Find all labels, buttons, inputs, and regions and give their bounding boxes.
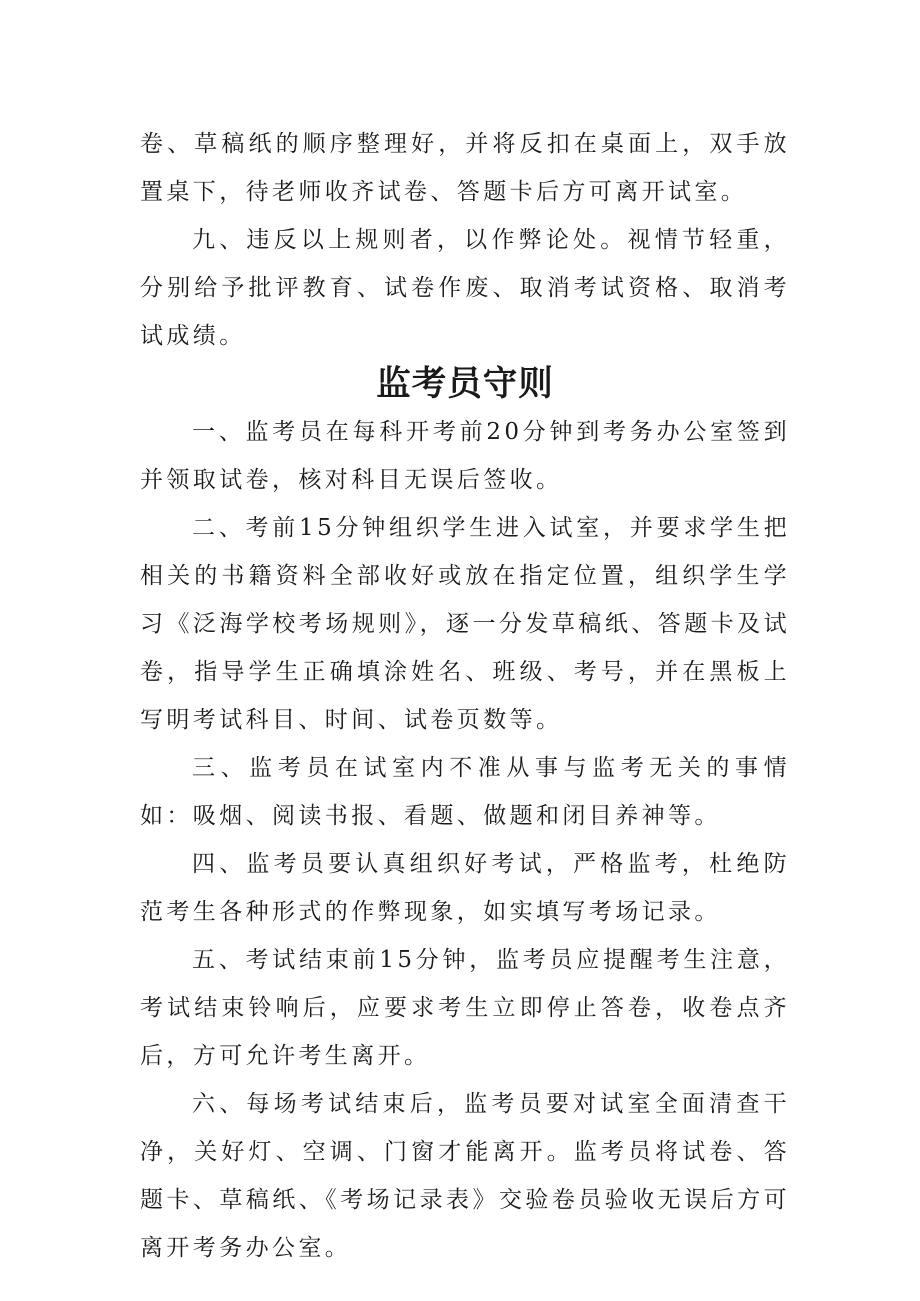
document-body <box>140 120 790 1272</box>
section-title: 监考员守则 <box>376 364 554 404</box>
rule-nine-paragraph: 九、违反以上规则者，以作弊论处。视情节轻重，分别给予批评教育、试卷作废、取消考试资格、取消考试成绩。 <box>140 227 790 349</box>
invigilator-rule-2: 二、考前15分钟组织学生进入试室，并要求学生把相关的书籍资料全部收好或放在指定位置，组织学生学习《泛海学校考场规则》，逐一分发草稿纸、答题卡及试卷，指导学生正确填涂姓名、班级、考号，并在黑板上写明考试科目、时间、试卷页数等。 <box>140 515 790 733</box>
invigilator-rule-4: 四、监考员要认真组织好考试，严格监考，杜绝防范考生各种形式的作弊现象，如实填写考场记录。 <box>140 851 790 925</box>
invigilator-rule-5: 五、考试结束前15分钟，监考员应提醒考生注意，考试结束铃响后，应要求考生立即停止答卷，收卷点齐后，方可允许考生离开。 <box>140 947 790 1069</box>
invigilator-rule-1: 一、监考员在每科开考前20分钟到考务办公室签到并领取试卷，核对科目无误后签收。 <box>140 419 790 493</box>
invigilator-rule-6: 六、每场考试结束后，监考员要对试室全面清查干净，关好灯、空调、门窗才能离开。监考员将试卷、答题卡、草稿纸、《考场记录表》交验卷员验收无误后方可离开考务办公室。 <box>140 1091 790 1261</box>
invigilator-rule-3: 三、监考员在试室内不准从事与监考无关的事情如：吸烟、阅读书报、看题、做题和闭目养神等。 <box>140 755 790 829</box>
continued-paragraph: 卷、草稿纸的顺序整理好，并将反扣在桌面上，双手放置桌下，待老师收齐试卷、答题卡后方可离开试室。 <box>140 131 790 205</box>
